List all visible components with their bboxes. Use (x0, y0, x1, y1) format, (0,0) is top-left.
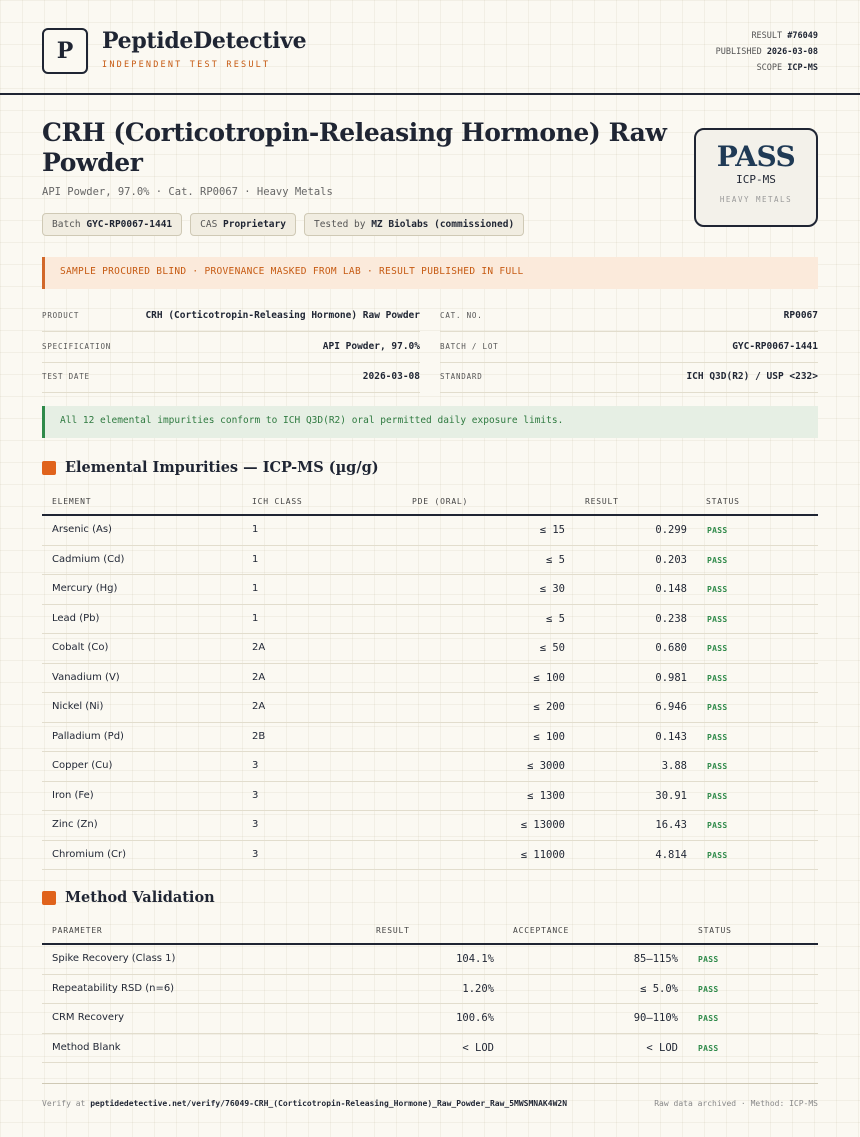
report-header (42, 28, 818, 78)
info-batch-label: BATCH / LOT (440, 342, 499, 351)
ich-class-cell: 2A (252, 671, 266, 683)
status-badge: PASS (707, 732, 728, 742)
table-row (42, 634, 818, 664)
col-val-status: STATUS (698, 926, 732, 935)
pde-cell: ≤ 11000 (520, 848, 565, 861)
section-marker-icon (42, 891, 56, 905)
ich-class-cell: 1 (252, 583, 259, 594)
status-badge: PASS (707, 614, 728, 624)
status-badge: PASS (707, 644, 728, 653)
ich-class-cell: 2B (252, 730, 266, 742)
status-badge: PASS (698, 955, 719, 964)
table-row (42, 1034, 818, 1064)
col-result: RESULT (585, 497, 619, 506)
impurities-section-header (42, 459, 379, 476)
result-cell: 3.88 (661, 760, 687, 772)
info-spec-label: SPECIFICATION (42, 342, 112, 351)
brand-name[interactable]: PeptideDetective (102, 28, 307, 54)
info-cat-no (440, 302, 818, 332)
info-cat-no-label: CAT. NO. (440, 311, 483, 320)
element-cell: Chromium (Cr) (52, 848, 127, 860)
col-parameter: PARAMETER (52, 926, 103, 935)
ich-class-cell: 1 (252, 612, 259, 624)
pde-cell: ≤ 5 (546, 553, 565, 566)
validation-section-header (42, 889, 215, 906)
report-meta (716, 28, 818, 76)
pde-cell: ≤ 100 (533, 671, 565, 684)
result-cell: 0.680 (655, 642, 687, 654)
element-cell: Vanadium (V) (52, 671, 120, 683)
meta-result-value: #76049 (787, 31, 818, 41)
ich-class-cell: 3 (252, 789, 259, 801)
batch-chip (42, 213, 182, 236)
result-cell: 6.946 (655, 701, 687, 713)
status-badge: PASS (707, 555, 728, 565)
verify-label: Verify at (42, 1099, 86, 1108)
result-cell: 4.814 (655, 848, 687, 861)
col-val-result: RESULT (376, 926, 410, 935)
table-row (42, 575, 818, 605)
pde-cell: ≤ 15 (539, 524, 565, 536)
acceptance-cell: 90–110% (633, 1012, 678, 1024)
element-cell: Arsenic (As) (52, 524, 112, 535)
col-acceptance: ACCEPTANCE (513, 926, 570, 935)
ich-class-cell: 2A (252, 701, 266, 712)
validation-table-header (42, 917, 818, 945)
col-status: STATUS (706, 497, 740, 506)
table-row (42, 723, 818, 753)
status-badge: PASS (707, 703, 728, 712)
table-row (42, 693, 818, 723)
meta-published-value: 2026-03-08 (766, 47, 818, 57)
blind-sample-notice: SAMPLE PROCURED BLIND · PROVENANCE MASKED FROM LAB · RESULT PUBLISHED IN FULL (42, 257, 818, 289)
tested-by-chip-value: MZ Biolabs (commissioned) (371, 219, 515, 230)
pde-cell: ≤ 5 (546, 612, 565, 625)
status-badge: PASS (698, 1043, 719, 1053)
info-test-date-value: 2026-03-08 (362, 371, 420, 382)
parameter-cell: CRM Recovery (52, 1012, 125, 1023)
table-row (42, 782, 818, 812)
impurities-table (42, 488, 818, 870)
ich-class-cell: 3 (252, 819, 259, 830)
info-test-date-label: TEST DATE (42, 372, 90, 381)
status-badge: PASS (707, 526, 728, 535)
info-product (42, 302, 420, 332)
info-product-value: CRH (Corticotropin-Releasing Hormone) Raw Powder (145, 310, 420, 321)
info-spec (42, 333, 420, 363)
element-cell: Lead (Pb) (52, 612, 100, 624)
result-cell: 0.143 (655, 730, 687, 743)
impurities-heading: Elemental Impurities — ICP-MS (µg/g) (65, 459, 379, 476)
cas-chip (190, 213, 296, 236)
info-test-date (42, 363, 420, 393)
validation-table-body (42, 945, 818, 1063)
batch-chip-label: Batch (52, 219, 81, 230)
table-row (42, 975, 818, 1005)
brand-logo[interactable]: P (42, 28, 88, 74)
meta-result-label: RESULT (751, 31, 783, 41)
element-cell: Cobalt (Co) (52, 642, 109, 653)
verify-line (42, 1099, 567, 1108)
verdict-category: HEAVY METALS (719, 195, 793, 204)
parameter-cell: Repeatability RSD (n=6) (52, 982, 175, 994)
pde-cell: ≤ 200 (533, 701, 565, 713)
element-cell: Iron (Fe) (52, 789, 94, 801)
impurities-table-body (42, 516, 818, 870)
acceptance-cell: ≤ 5.0% (640, 982, 678, 995)
col-element: ELEMENT (52, 497, 92, 506)
batch-chip-value: GYC-RP0067-1441 (86, 219, 173, 230)
tested-by-chip (304, 213, 524, 236)
ich-class-cell: 3 (252, 848, 259, 860)
header-divider (0, 93, 860, 95)
status-badge: PASS (707, 585, 728, 594)
verdict-badge (694, 128, 818, 227)
page-title: CRH (Corticotropin-Releasing Hormone) Raw Powder (42, 118, 667, 177)
info-spec-value: API Powder, 97.0% (322, 341, 420, 352)
table-row (42, 516, 818, 546)
meta-scope (716, 60, 818, 76)
meta-published-label: PUBLISHED (715, 47, 762, 57)
impurities-table-header (42, 488, 818, 516)
parameter-cell: Spike Recovery (Class 1) (52, 953, 176, 964)
chip-row (42, 213, 524, 236)
pde-cell: ≤ 100 (533, 730, 565, 743)
archive-note: Raw data archived · Method: ICP-MS (654, 1099, 818, 1108)
info-standard-value: ICH Q3D(R2) / USP <232> (686, 371, 818, 382)
status-badge: PASS (698, 1014, 719, 1023)
table-row (42, 752, 818, 782)
status-badge: PASS (707, 850, 728, 860)
table-row (42, 811, 818, 841)
validation-table (42, 917, 818, 1063)
element-cell: Nickel (Ni) (52, 701, 104, 712)
cas-chip-value: Proprietary (223, 219, 286, 230)
validation-heading: Method Validation (65, 889, 215, 906)
status-badge: PASS (707, 791, 728, 801)
page-subtitle: API Powder, 97.0% · Cat. RP0067 · Heavy Metals (42, 186, 333, 198)
verdict-method: ICP-MS (736, 173, 776, 186)
table-row (42, 664, 818, 694)
element-cell: Copper (Cu) (52, 760, 113, 771)
acceptance-cell: < LOD (646, 1041, 678, 1054)
meta-scope-value: ICP-MS (787, 63, 818, 73)
conformance-notice: All 12 elemental impurities conform to ICH Q3D(R2) oral permitted daily exposure limits. (42, 406, 818, 438)
pde-cell: ≤ 13000 (520, 819, 565, 831)
pde-cell: ≤ 50 (539, 642, 565, 654)
ich-class-cell: 1 (252, 524, 259, 535)
table-row (42, 841, 818, 871)
info-batch (440, 333, 818, 363)
table-row (42, 605, 818, 635)
info-batch-value: GYC-RP0067-1441 (732, 341, 818, 352)
verify-link[interactable]: peptidedetective.net/verify/76049-CRH_(Corticotropin-Releasing_Hormone)_Raw_Powder_Raw_5MWSMNAK4W2N (90, 1099, 568, 1108)
result-cell: 0.203 (655, 553, 687, 566)
result-cell: 0.299 (655, 524, 687, 536)
meta-result (716, 28, 818, 44)
info-standard (440, 363, 818, 393)
verdict-word: PASS (716, 140, 796, 173)
col-pde: PDE (ORAL) (412, 497, 469, 506)
result-cell: 0.148 (655, 583, 687, 595)
result-cell: 30.91 (655, 789, 687, 802)
element-cell: Zinc (Zn) (52, 819, 98, 830)
acceptance-cell: 85–115% (633, 953, 678, 965)
table-row (42, 1004, 818, 1034)
table-row (42, 945, 818, 975)
cas-chip-label: CAS (200, 219, 218, 230)
col-ich-class: ICH CLASS (252, 497, 303, 506)
status-badge: PASS (707, 821, 728, 830)
meta-published (716, 44, 818, 60)
parameter-cell: Method Blank (52, 1041, 121, 1053)
pde-cell: ≤ 1300 (527, 789, 565, 802)
element-cell: Mercury (Hg) (52, 583, 118, 594)
footer-divider (42, 1083, 818, 1084)
info-cat-no-value: RP0067 (783, 310, 818, 321)
status-badge: PASS (707, 673, 728, 683)
val-result-cell: < LOD (462, 1041, 494, 1054)
section-marker-icon (42, 461, 56, 475)
pde-cell: ≤ 3000 (527, 760, 565, 772)
info-standard-label: STANDARD (440, 372, 483, 381)
val-result-cell: 1.20% (462, 982, 494, 995)
table-row (42, 546, 818, 576)
info-product-label: PRODUCT (42, 311, 80, 320)
ich-class-cell: 2A (252, 642, 266, 653)
ich-class-cell: 3 (252, 760, 259, 771)
tested-by-chip-label: Tested by (313, 219, 366, 230)
meta-scope-label: SCOPE (756, 63, 783, 73)
result-cell: 16.43 (655, 819, 687, 831)
val-result-cell: 104.1% (456, 953, 494, 965)
result-cell: 0.981 (655, 671, 687, 684)
ich-class-cell: 1 (252, 553, 259, 565)
element-cell: Cadmium (Cd) (52, 553, 125, 565)
element-cell: Palladium (Pd) (52, 730, 124, 742)
pde-cell: ≤ 30 (539, 583, 565, 595)
val-result-cell: 100.6% (456, 1012, 494, 1024)
result-cell: 0.238 (655, 612, 687, 625)
status-badge: PASS (698, 984, 719, 994)
brand-tagline: INDEPENDENT TEST RESULT (102, 60, 271, 70)
status-badge: PASS (707, 762, 728, 771)
